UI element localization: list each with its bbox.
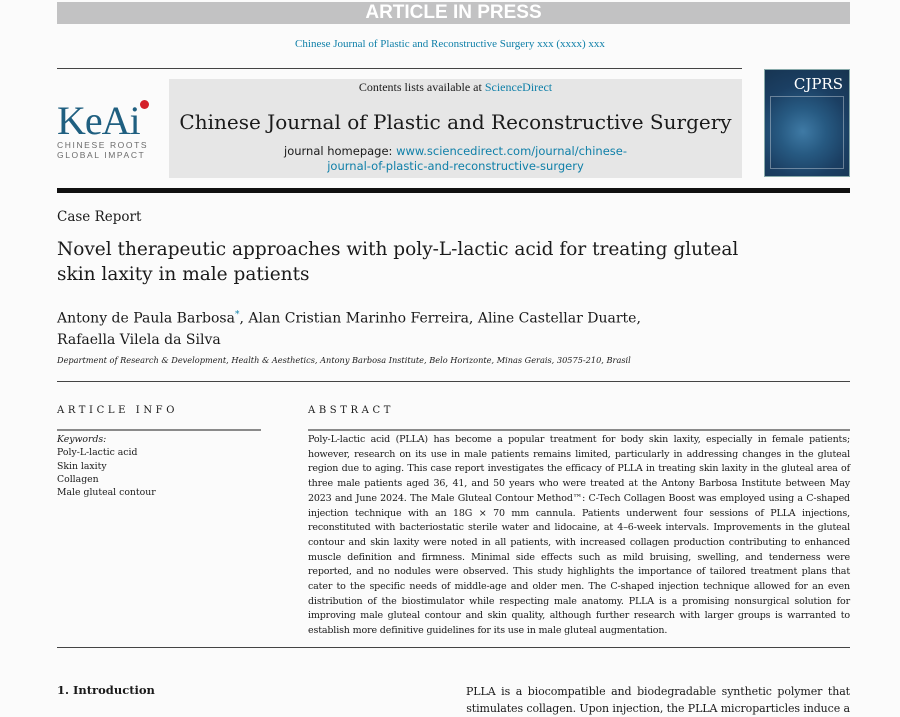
cover-cell-illustration	[770, 96, 844, 169]
logo-tagline-2: GLOBAL IMPACT	[57, 150, 146, 160]
journal-cover-image[interactable]	[764, 69, 850, 177]
keyword: Poly-L-lactic acid	[57, 447, 138, 459]
divider	[308, 429, 850, 431]
divider	[57, 381, 850, 382]
author-name[interactable]: Rafaella Vilela da Silva	[57, 331, 221, 348]
keai-logo[interactable]	[57, 98, 157, 160]
journal-masthead	[169, 79, 742, 178]
keyword: Male gluteal contour	[57, 487, 156, 499]
introduction-text: PLLA is a biocompatible and biodegradable synthetic polymer that stimulates collagen. Upon injection, the PLLA microparticles induce a	[466, 685, 850, 715]
homepage-link-cont[interactable]: journal-of-plastic-and-reconstructive-surgery	[327, 159, 584, 173]
article-type: Case Report	[57, 209, 142, 225]
author-name[interactable]: Alan Cristian Marinho Ferreira	[248, 310, 469, 327]
article-info-heading: ARTICLE INFO	[57, 405, 179, 416]
logo-tagline-1: CHINESE ROOTS	[57, 140, 149, 150]
abstract-text: Poly-L-lactic acid (PLLA) has become a popular treatment for body skin laxity, especially in female patients; however, research on its use in male patients remains limited, particularly in addressing changes in the gluteal region due to aging. This case report investigates the efficacy of PLLA in treating skin laxity in the gluteal area of three male patients aged 36, 41, and 50 years who were treated at the Antony Barbosa Institute between May 2023 and June 2024. The Male Gluteal Contour Method™: C-Tech Collagen Boost was employed using a C-shaped injection technique with an 18G × 70 mm cannula. Patients underwent four sessions of PLLA injections, reconstituted with bacteriostatic sterile water and lidocaine, at 4–6-week intervals. Improvements in the gluteal contour and skin laxity were noted in all patients, with increased collagen production contributing to enhanced muscle definition and firmness. Minimal side effects such as mild bruising, swelling, and tenderness were reported, and no nodules were observed. This study highlights the importance of tailored treatment plans that cater to the specific needs of middle-age and older men. The C-shaped injection technique allowed for an even distribution of the biostimulator while respecting male anatomy. PLLA is a promising nonsurgical solution for improving male gluteal contour and skin quality, although further research with larger groups is warranted to establish more definitive guidelines for its use in male gluteal augmentation.	[308, 434, 850, 637]
introduction-heading: 1. Introduction	[57, 683, 155, 697]
sciencedirect-link[interactable]: ScienceDirect	[484, 80, 553, 94]
affiliation: Department of Research & Development, Health & Aesthetics, Antony Barbosa Institute, Belo Horizonte, Minas Gerais, 30575-210, Brasil	[57, 355, 631, 365]
homepage-link[interactable]: www.sciencedirect.com/journal/chinese-	[396, 144, 627, 158]
journal-homepage: journal homepage: www.sciencedirect.com/journal/chinese- journal-of-plastic-and-reconstructive-surgery	[284, 144, 627, 173]
journal-title: Chinese Journal of Plastic and Reconstructive Surgery	[179, 110, 732, 134]
keywords-label: Keywords:	[57, 434, 107, 445]
journal-reference-link[interactable]: Chinese Journal of Plastic and Reconstructive Surgery xxx (xxxx) xxx	[295, 38, 605, 50]
author-name[interactable]: Aline Castellar Duarte	[477, 310, 637, 327]
keyword: Skin laxity	[57, 460, 107, 472]
divider	[57, 68, 742, 69]
author-name[interactable]: Antony de Paula Barbosa	[57, 310, 235, 327]
keyword: Collagen	[57, 473, 99, 485]
article-title: Novel therapeutic approaches with poly-L-lactic acid for treating gluteal skin laxity in male patients	[57, 239, 739, 285]
cover-title: CJPRS	[793, 75, 843, 93]
corresponding-author-mark[interactable]: *	[234, 310, 240, 320]
logo-red-dot-icon	[140, 100, 149, 109]
abstract-heading: ABSTRACT	[308, 405, 394, 416]
divider	[57, 647, 850, 648]
logo-wordmark: KeAi	[57, 98, 140, 143]
article-in-press-banner: ARTICLE IN PRESS	[57, 2, 850, 24]
keywords-list	[57, 433, 156, 499]
contents-available-line: Contents lists available at ScienceDirect	[358, 80, 553, 94]
author-list: Antony de Paula Barbosa*, Alan Cristian Marinho Ferreira, Aline Castellar Duarte, Rafaella Vilela da Silva	[57, 310, 641, 348]
divider	[57, 429, 261, 431]
header-divider	[57, 188, 850, 193]
